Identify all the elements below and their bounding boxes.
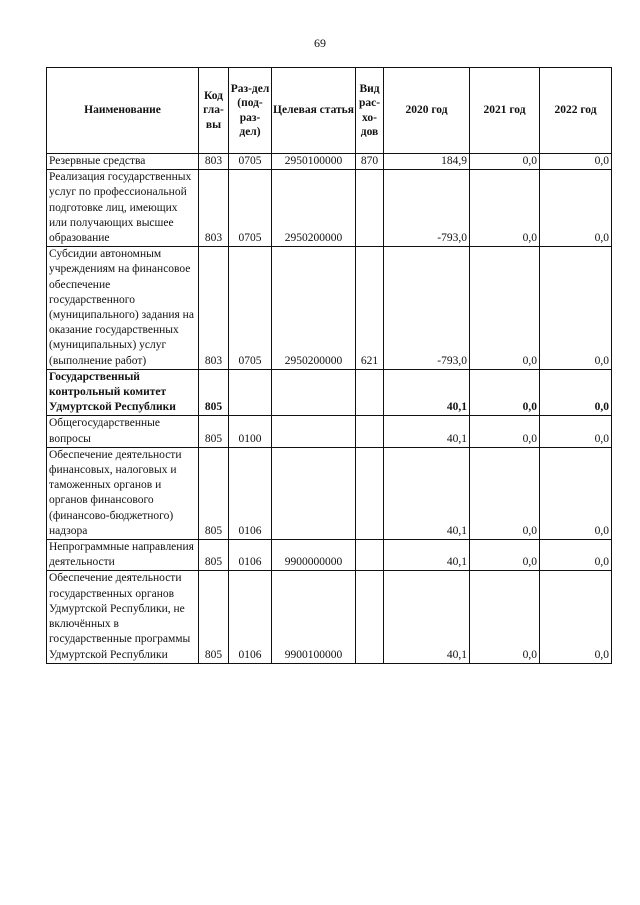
- row-name: Непрограммные направления деятельности: [47, 540, 199, 571]
- row-section: 0106: [229, 447, 272, 539]
- row-2022: 0,0: [540, 540, 612, 571]
- row-name: Обеспечение деятельности государственных органов Удмуртской Республики, не включённых в государственные программы Удмуртской Республики: [47, 571, 199, 663]
- row-section: 0106: [229, 540, 272, 571]
- row-2021: 0,0: [470, 154, 540, 170]
- table-row: [47, 571, 612, 663]
- row-expense-type: 870: [356, 154, 384, 170]
- row-2020: -793,0: [384, 170, 470, 247]
- row-target: 2950100000: [272, 154, 356, 170]
- budget-table: [46, 67, 612, 664]
- header-2020: 2020 год: [384, 68, 470, 154]
- table-row: [47, 447, 612, 539]
- row-name: Общегосударственные вопросы: [47, 416, 199, 447]
- row-target: [272, 416, 356, 447]
- row-2020: 40,1: [384, 540, 470, 571]
- row-expense-type: [356, 170, 384, 247]
- row-target: [272, 369, 356, 416]
- row-2021: 0,0: [470, 170, 540, 247]
- row-code: 803: [199, 170, 229, 247]
- row-2022: 0,0: [540, 154, 612, 170]
- row-code: 803: [199, 247, 229, 370]
- row-target: 2950200000: [272, 247, 356, 370]
- row-2021: 0,0: [470, 369, 540, 416]
- table-row: [47, 416, 612, 447]
- row-name: Государственный контрольный комитет Удмуртской Республики: [47, 369, 199, 416]
- row-2021: 0,0: [470, 416, 540, 447]
- header-section: Раз-дел (под-раз-дел): [229, 68, 272, 154]
- row-code: 805: [199, 571, 229, 663]
- row-code: 805: [199, 540, 229, 571]
- row-section: 0705: [229, 170, 272, 247]
- row-2020: 40,1: [384, 369, 470, 416]
- row-expense-type: [356, 369, 384, 416]
- row-section: [229, 369, 272, 416]
- row-2020: 40,1: [384, 416, 470, 447]
- row-name: Резервные средства: [47, 154, 199, 170]
- row-section: 0705: [229, 154, 272, 170]
- row-name: Реализация государственных услуг по профессиональной подготовке лиц, имеющих или получающих высшее образование: [47, 170, 199, 247]
- row-2022: 0,0: [540, 416, 612, 447]
- row-2020: -793,0: [384, 247, 470, 370]
- header-expense-type: Вид рас-хо-дов: [356, 68, 384, 154]
- row-section: 0705: [229, 247, 272, 370]
- row-code: 805: [199, 447, 229, 539]
- table-row: [47, 540, 612, 571]
- row-2022: 0,0: [540, 247, 612, 370]
- row-code: 803: [199, 154, 229, 170]
- row-target: 9900100000: [272, 571, 356, 663]
- row-2022: 0,0: [540, 447, 612, 539]
- row-target: 9900000000: [272, 540, 356, 571]
- header-2022: 2022 год: [540, 68, 612, 154]
- row-section: 0106: [229, 571, 272, 663]
- row-expense-type: [356, 571, 384, 663]
- row-name: Обеспечение деятельности финансовых, налоговых и таможенных органов и органов финансового (финансово-бюджетного) надзора: [47, 447, 199, 539]
- row-target: [272, 447, 356, 539]
- row-2020: 40,1: [384, 571, 470, 663]
- header-row: [47, 68, 612, 154]
- row-expense-type: [356, 416, 384, 447]
- header-name: Наименование: [47, 68, 199, 154]
- header-2021: 2021 год: [470, 68, 540, 154]
- page-number: 69: [314, 36, 326, 50]
- row-code: 805: [199, 369, 229, 416]
- table-row: [47, 170, 612, 247]
- row-section: 0100: [229, 416, 272, 447]
- row-2022: 0,0: [540, 170, 612, 247]
- row-code: 805: [199, 416, 229, 447]
- row-expense-type: [356, 447, 384, 539]
- table-row: [47, 154, 612, 170]
- table-row: [47, 247, 612, 370]
- row-2021: 0,0: [470, 540, 540, 571]
- header-target: Целевая статья: [272, 68, 356, 154]
- row-2021: 0,0: [470, 571, 540, 663]
- row-2021: 0,0: [470, 447, 540, 539]
- row-name: Субсидии автономным учреждениям на финансовое обеспечение государственного (муниципального) задания на оказание государственных (муниципальных) услуг (выполнение работ): [47, 247, 199, 370]
- table-row-department: [47, 369, 612, 416]
- row-2022: 0,0: [540, 571, 612, 663]
- row-target: 2950200000: [272, 170, 356, 247]
- row-2020: 40,1: [384, 447, 470, 539]
- row-2022: 0,0: [540, 369, 612, 416]
- row-expense-type: [356, 540, 384, 571]
- row-2021: 0,0: [470, 247, 540, 370]
- header-code: Код гла-вы: [199, 68, 229, 154]
- row-2020: 184,9: [384, 154, 470, 170]
- row-expense-type: 621: [356, 247, 384, 370]
